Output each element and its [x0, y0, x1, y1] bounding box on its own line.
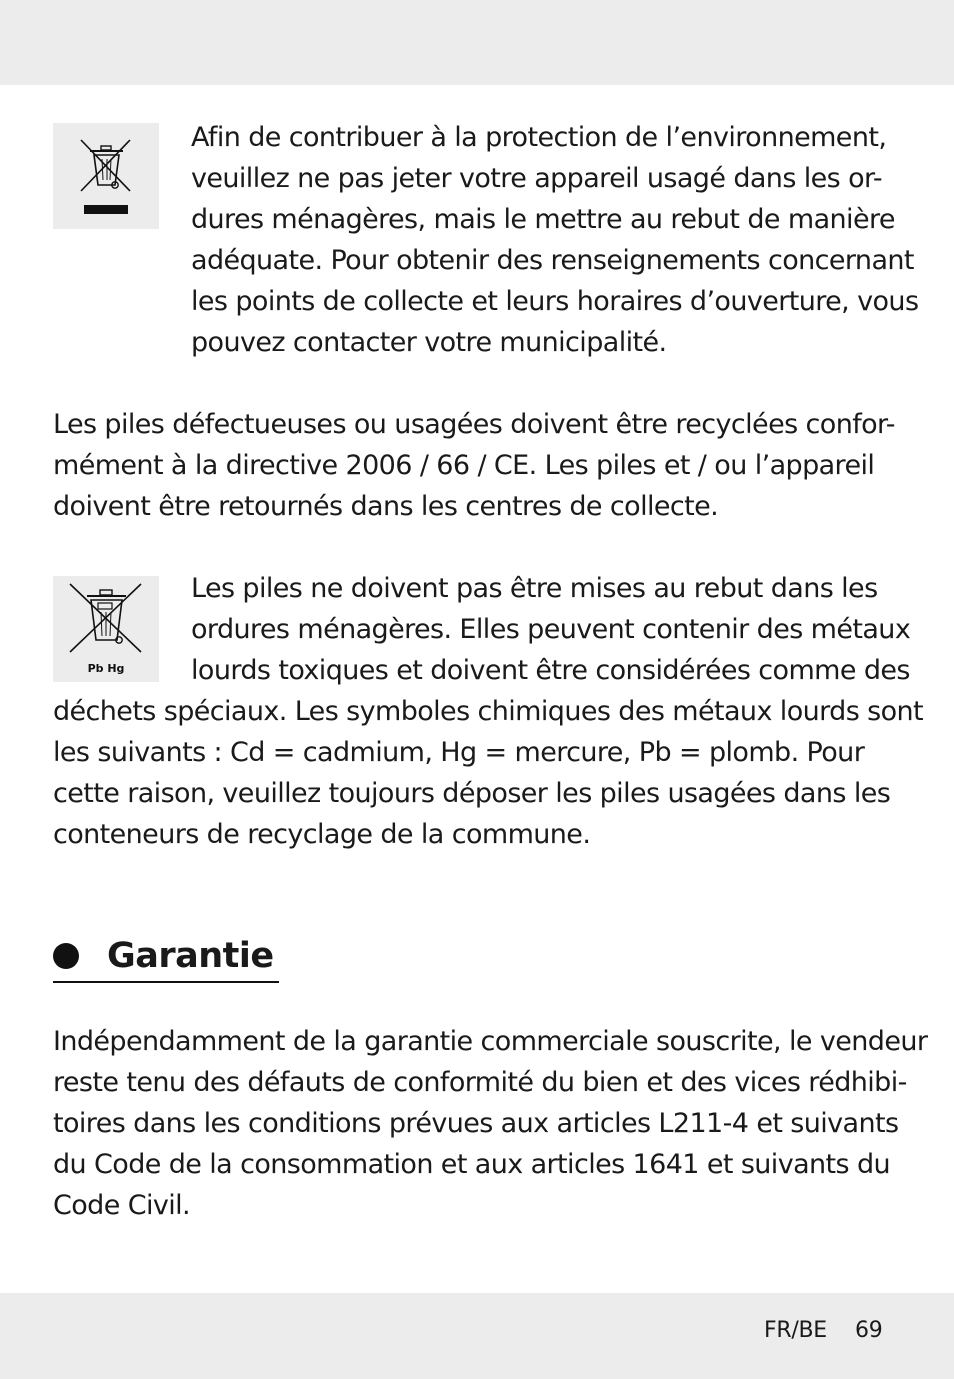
text-line: pouvez contacter votre municipalité.	[191, 327, 667, 358]
text-line: du Code de la consommation et aux articles 1641 et suivants du	[53, 1149, 891, 1180]
footer-language: FR/BE	[764, 1318, 827, 1343]
text-line: adéquate. Pour obtenir des renseignements concernant	[191, 245, 914, 276]
text-line: dures ménagères, mais le mettre au rebut de manière	[191, 204, 895, 235]
text-line: reste tenu des défauts de conformité du bien et des vices rédhibi-	[53, 1067, 907, 1098]
battery-disposal-text-full	[53, 691, 923, 855]
text-line: ordures ménagères. Elles peuvent contenir des métaux	[191, 614, 911, 645]
text-line: Les piles ne doivent pas être mises au rebut dans les	[191, 573, 878, 604]
heading-underline	[53, 981, 279, 983]
text-line: toires dans les conditions prévues aux articles L211-4 et suivants	[53, 1108, 899, 1139]
weee-disposal-text	[191, 117, 918, 363]
battery-recycling-text	[53, 404, 895, 527]
text-line: Indépendamment de la garantie commerciale souscrite, le vendeur	[53, 1026, 928, 1057]
text-line: veuillez ne pas jeter votre appareil usagé dans les or-	[191, 163, 882, 194]
text-line: Afin de contribuer à la protection de l’environnement,	[191, 122, 887, 153]
battery-disposal-text-indented	[191, 568, 910, 691]
header-band	[0, 0, 954, 85]
text-line: cette raison, veuillez toujours déposer les piles usagées dans les	[53, 778, 891, 809]
battery-disposal-icon	[53, 576, 159, 682]
text-line: les points de collecte et leurs horaires d’ouverture, vous	[191, 286, 919, 317]
weee-disposal-icon	[53, 123, 159, 229]
battery-icon-label: Pb Hg	[87, 662, 125, 675]
section-title: Garantie	[107, 936, 274, 976]
text-line: les suivants : Cd = cadmium, Hg = mercure, Pb = plomb. Pour	[53, 737, 865, 768]
page-number: 69	[855, 1318, 883, 1343]
text-line: mément à la directive 2006 / 66 / CE. Les piles et / ou l’appareil	[53, 450, 875, 481]
text-line: doivent être retournés dans les centres de collecte.	[53, 491, 719, 522]
garantie-text	[53, 1021, 927, 1226]
bullet-icon	[53, 943, 79, 969]
text-line: conteneurs de recyclage de la commune.	[53, 819, 591, 850]
text-line: Code Civil.	[53, 1190, 191, 1221]
text-line: lourds toxiques et doivent être considérées comme des	[191, 655, 910, 686]
text-line: Les piles défectueuses ou usagées doivent être recyclées confor-	[53, 409, 895, 440]
text-line: déchets spéciaux. Les symboles chimiques des métaux lourds sont	[53, 696, 924, 727]
